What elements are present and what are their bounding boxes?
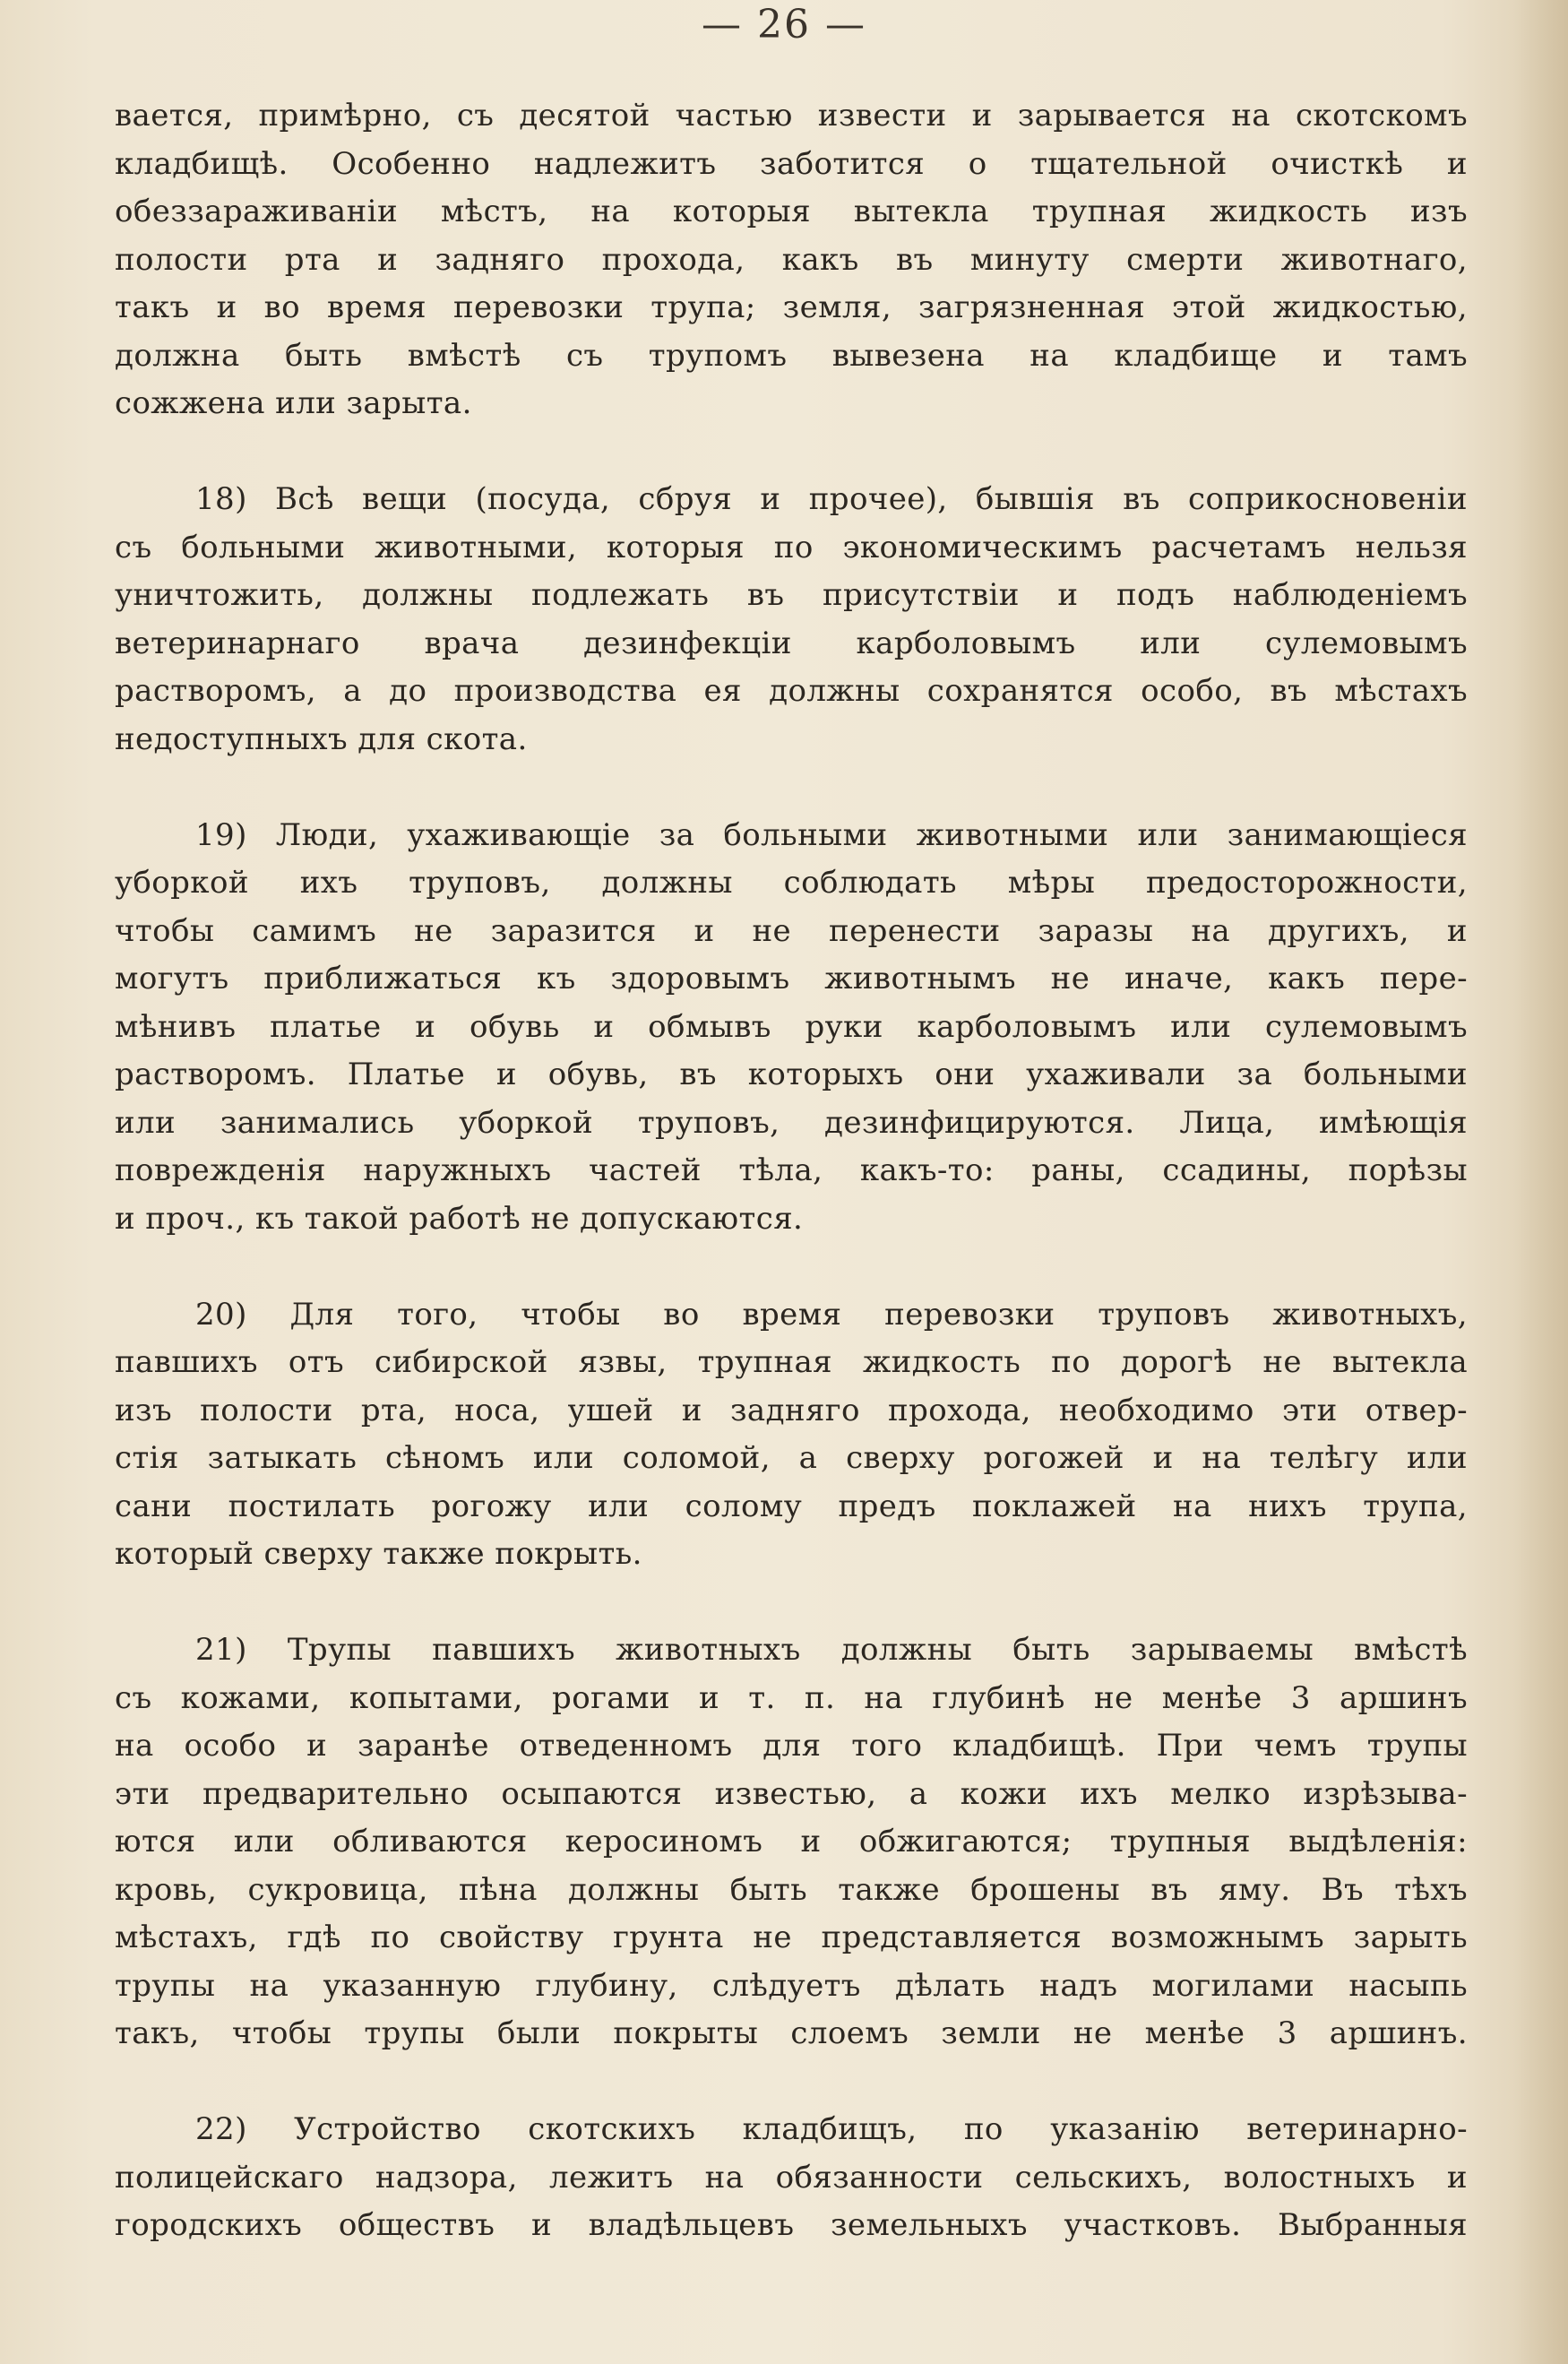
- text-line: полицейскаго надзора, лежитъ на обязанности сельскихъ, волостныхъ и: [115, 2159, 1468, 2196]
- text-line: или занимались уборкой труповъ, дезинфицируются. Лица, имѣющiя: [115, 1104, 1468, 1141]
- text-line: 21) Трупы павшихъ животныхъ должны быть зарываемы вмѣстѣ: [195, 1632, 1468, 1668]
- paragraph-20: [115, 1291, 1468, 1579]
- text-line: поврежденiя наружныхъ частей тѣла, какъ-то: раны, ссадины, порѣзы: [115, 1152, 1468, 1188]
- text-line: павшихъ отъ сибирской язвы, трупная жидкость по дорогѣ не вытекла: [115, 1344, 1468, 1380]
- text-line: стiя затыкать сѣномъ или соломой, а сверху рогожей и на телѣгу или: [115, 1440, 1468, 1476]
- text-line: уничтожить, должны подлежать въ присутствiи и подъ наблюденiемъ: [115, 577, 1468, 613]
- paragraph-gap: [115, 1579, 1468, 1627]
- text-line: недоступныхъ для скота.: [115, 720, 528, 757]
- text-line: обеззараживанiи мѣстъ, на которыя вытекла трупная жидкость изъ: [115, 194, 1468, 229]
- text-line: городскихъ обществъ и владѣльцевъ земельныхъ участковъ. Выбранныя: [115, 2207, 1468, 2243]
- paragraph-22: [115, 2106, 1468, 2250]
- paragraph-19: [115, 812, 1468, 1244]
- text-line: 18) Всѣ вещи (посуда, сбруя и прочее), бывшiя въ соприкосновенiи: [195, 481, 1468, 517]
- text-line: должна быть вмѣстѣ съ трупомъ вывезена на кладбище и тамъ: [115, 337, 1468, 374]
- text-line: кладбищѣ. Особенно надлежитъ заботится о тщательной очисткѣ и: [115, 145, 1468, 182]
- text-line: сани постилать рогожу или солому предъ поклажей на нихъ трупа,: [115, 1488, 1468, 1524]
- text-line: изъ полости рта, носа, ушей и задняго прохода, необходимо эти отвер-: [115, 1392, 1468, 1428]
- text-line: на особо и заранѣе отведенномъ для того кладбищѣ. При чемъ трупы: [115, 1728, 1468, 1764]
- text-line: и проч., къ такой работѣ не допускаются.: [115, 1200, 804, 1237]
- text-line: вается, примѣрно, съ десятой частью извести и зарывается на скотскомъ: [115, 98, 1468, 134]
- text-line: 22) Устройство скотскихъ кладбищъ, по указанiю ветеринарно-: [195, 2111, 1468, 2147]
- text-line: сожжена или зарыта.: [115, 385, 472, 421]
- text-line: 19) Люди, ухаживающiе за больными животными или занимающiеся: [195, 816, 1468, 853]
- text-line: мѣстахъ, гдѣ по свойству грунта не представляется возможнымъ зарыть: [115, 1920, 1468, 1955]
- text-line: 20) Для того, чтобы во время перевозки труповъ животныхъ,: [195, 1296, 1468, 1333]
- text-line: растворомъ. Платье и обувь, въ которыхъ они ухаживали за больными: [115, 1057, 1468, 1092]
- page-body: [115, 92, 1468, 2250]
- text-line: чтобы самимъ не заразится и не перенести заразы на другихъ, и: [115, 912, 1468, 949]
- page-edge-shadow: [1514, 0, 1568, 2364]
- paragraph-gap: [115, 428, 1468, 477]
- text-line: ются или обливаются керосиномъ и обжигаются; трупныя выдѣленiя:: [115, 1824, 1468, 1859]
- text-line: который сверху также покрыть.: [115, 1536, 642, 1572]
- text-line: мѣнивъ платье и обувь и обмывъ руки карболовымъ или сулемовымъ: [115, 1008, 1468, 1045]
- paragraph-gap: [115, 764, 1468, 812]
- paragraph-21: [115, 1626, 1468, 2058]
- paragraph-gap: [115, 1243, 1468, 1291]
- text-line: кровь, сукровица, пѣна должны быть также брошены въ яму. Въ тѣхъ: [115, 1871, 1468, 1908]
- text-line: съ кожами, копытами, рогами и т. п. на глубинѣ не менѣе 3 аршинъ: [115, 1679, 1468, 1716]
- text-line: съ больными животными, которыя по экономическимъ расчетамъ нельзя: [115, 529, 1468, 565]
- text-line: растворомъ, а до производства ея должны сохранятся особо, въ мѣстахъ: [115, 673, 1468, 709]
- paragraph-gap: [115, 2058, 1468, 2107]
- text-line: могутъ приближаться къ здоровымъ животнымъ не иначе, какъ пере-: [115, 961, 1468, 997]
- text-line: эти предварительно осыпаются известью, а кожи ихъ мелко изрѣзыва-: [115, 1775, 1468, 1812]
- paragraph-18: [115, 476, 1468, 764]
- text-line: трупы на указанную глубину, слѣдуетъ дѣлать надъ могилами насыпь: [115, 1967, 1468, 2004]
- page-number: — 26 —: [702, 2, 866, 47]
- text-line: уборкой ихъ труповъ, должны соблюдать мѣры предосторожности,: [115, 865, 1468, 901]
- text-line: такъ и во время перевозки трупа; земля, загрязненная этой жидкостью,: [115, 289, 1468, 325]
- text-line: ветеринарнаго врача дезинфекцiи карболовымъ или сулемовымъ: [115, 625, 1468, 661]
- paragraph-continuation: [115, 92, 1468, 428]
- text-line: полости рта и задняго прохода, какъ въ минуту смерти животнаго,: [115, 241, 1468, 278]
- text-line: такъ, чтобы трупы были покрыты слоемъ земли не менѣе 3 аршинъ.: [115, 2015, 1468, 2051]
